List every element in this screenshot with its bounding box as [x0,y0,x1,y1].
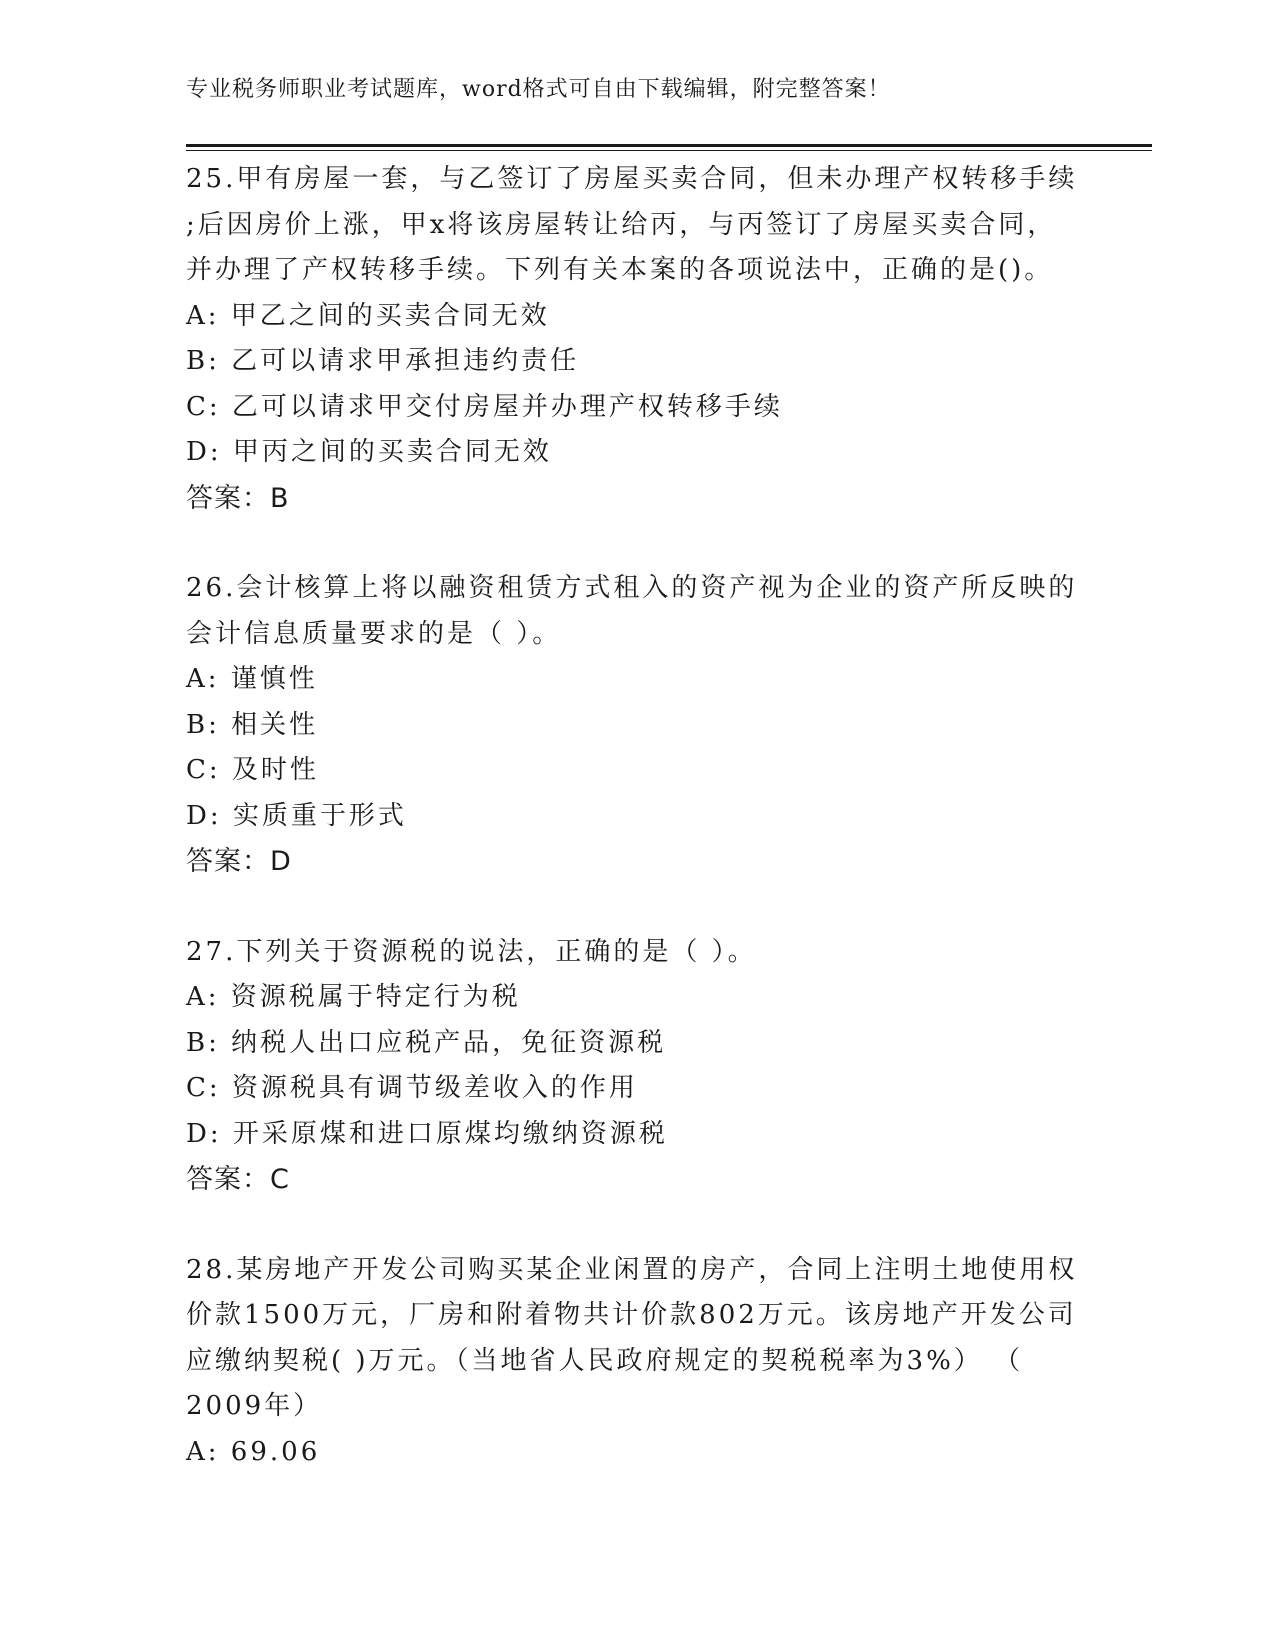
option-c: C: 及时性 [186,755,319,785]
question-stem-line: 25.甲有房屋一套，与乙签订了房屋买卖合同，但未办理产权转移手续 [186,164,1078,194]
question-27 [186,930,1086,1203]
question-28 [186,1248,1086,1476]
header-divider-thin [186,150,1152,151]
question-stem-line: 26.会计核算上将以融资租赁方式租入的资产视为企业的资产所反映的 [186,573,1078,603]
option-d: D: 甲丙之间的买卖合同无效 [186,437,552,467]
option-a: A: 资源税属于特定行为税 [186,982,521,1012]
option-d: D: 开采原煤和进口原煤均缴纳资源税 [186,1118,668,1149]
question-stem-line: 并办理了产权转移手续。下列有关本案的各项说法中，正确的是()。 [186,255,1054,285]
question-stem-line: 应缴纳契税( )万元。（当地省人民政府规定的契税税率为3%） （ [186,1345,1024,1376]
question-26 [186,566,1086,885]
question-stem-line: ;后因房价上涨，甲x将该房屋转让给丙，与丙签订了房屋买卖合同， [186,209,1057,240]
question-stem-line: 2009年） [186,1391,323,1421]
option-a: A: 谨慎性 [186,664,318,694]
header-divider-thick [186,144,1152,147]
answer-label: 答案：B [186,482,290,514]
question-stem-line: 价款1500万元，厂房和附着物共计价款802万元。该房地产开发公司 [186,1300,1077,1330]
option-d: D: 实质重于形式 [186,800,407,831]
option-b: B: 相关性 [186,709,319,740]
option-a: A: 69.06 [186,1436,321,1467]
option-c: C: 资源税具有调节级差收入的作用 [186,1073,638,1103]
option-a: A: 甲乙之间的买卖合同无效 [186,300,550,331]
page-header: 专业税务师职业考试题库，word格式可自由下载编辑，附完整答案！ [186,77,891,102]
question-stem-line: 28.某房地产开发公司购买某企业闲置的房产，合同上注明土地使用权 [186,1254,1078,1285]
option-b: B: 乙可以请求甲承担违约责任 [186,346,580,376]
option-c: C: 乙可以请求甲交付房屋并办理产权转移手续 [186,391,783,422]
question-stem-line: 会计信息质量要求的是（ ）。 [186,618,562,649]
question-stem-line: 27.下列关于资源税的说法，正确的是（ ）。 [186,936,757,967]
answer-label: 答案：D [186,846,292,877]
question-25 [186,157,1086,521]
answer-label: 答案：C [186,1164,290,1195]
option-b: B: 纳税人出口应税产品，免征资源税 [186,1027,667,1058]
question-list [186,157,1086,1520]
